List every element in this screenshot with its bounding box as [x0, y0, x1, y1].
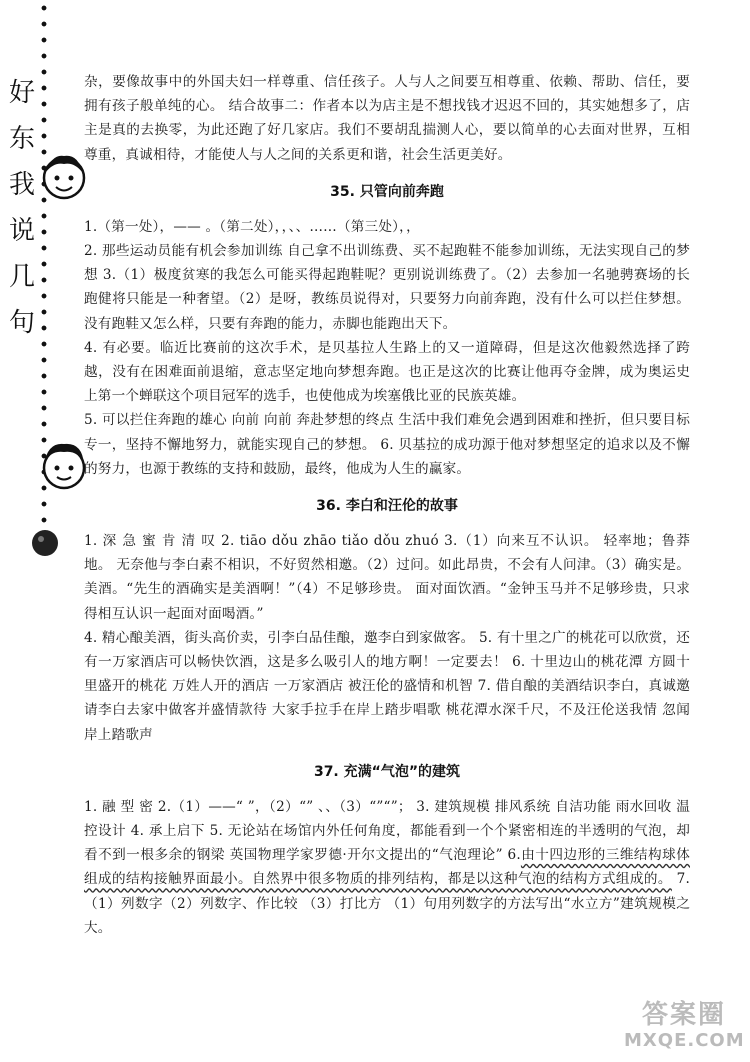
watermark: [624, 1000, 744, 1058]
cartoon-face-icon: [38, 150, 90, 202]
section-36-answer-4: 4. 精心酿美酒，街头高价卖，引李白品佳酿，邀李白到家做客。 5. 有十里之广的桃花可以欣赏，还有一万家酒店可以畅快饮酒，这是多么吸引人的地方啊！一定要去！ 6. 十里边山的桃花潭 方圆十里盛开的桃花 万姓人开的酒店 一万家酒店 被汪伦的盛情和机智 7. 借自酿的美酒结识李白，真诚邀请李白去家中做客并盛情款待 大家手拉手在岸上踏步唱歌 桃花潭水深千尺，不及汪伦送我情 忽闻岸上踏歌声: [84, 629, 690, 743]
section-37-underlined-text: 由十四边形的三维结构球体组成的结构接触界面最小。自然界中很多物质的排列结构，都是以这种气泡的结构方式组成的。: [84, 847, 690, 888]
section-35-answer-5: 5. 可以拦住奔跑的雄心 向前 向前 奔赴梦想的终点 生活中我们难免会遇到困难和挫折，但只要目标专一，坚持不懈地努力，就能实现自己的梦想。 6. 贝基拉的成功源于他对梦想坚定的追求以及不懈的努力，也源于教练的支持和鼓励，最终，他成为人生的赢家。: [84, 412, 690, 477]
handwriting-title: 好 东 我 说 几 句: [8, 78, 35, 338]
section-36-answer-1: 1. 深 急 蜜 肯 清 叹 2. tiāo dǒu zhāo tiǎo dǒu zhuó 3.（1）向来互不认识。 轻率地；鲁莽地。 无奈他与李白素不相识，不好贸然相邀。（2）过问。如此昂贵，不会有人问津。（3）确实是。 美酒。“先生的酒确实是美酒啊！”（4）不足够珍贵。 面对面饮酒。“金钟玉马并不足够珍贵，只求得相互认识一起面对面喝酒。”: [84, 533, 690, 622]
cartoon-face-icon: [38, 440, 90, 492]
section-37-text: 1. 融 型 密 2.（1）——“ ”，（2）“” 、、（3）“”“”； 3. 建筑规模 排风系统 自洁功能 雨水回收 温控设计 4. 承上启下 5. 无论站在场馆内外任何角度，都能看到一个个紧密相连的半透明的气泡，却看不到一根多余的钢梁 英国物理学家罗德·开尔文提出的“气泡理论” 6.: [84, 798, 690, 864]
margin-decoration: [0, 0, 62, 1062]
section-35-answer-4: 4. 有必要。临近比赛前的这次手术，是贝基拉人生路上的又一道障碍，但是这次他毅然选择了跨越，没有在困难面前退缩，意志坚定地向梦想奔跑。也正是这次的比赛让他再夺金牌，成为奥运史上第一个蝉联这个项目冠军的选手，也使他成为埃塞俄比亚的民族英雄。: [84, 339, 690, 405]
section-35-title: 35. 只管向前奔跑: [330, 183, 444, 200]
section-37-tail-text: 7.（1）列数字（2）列数字、作比较 （3）打比方 （1）句用列数字的方法写出“水立方”建筑规模之大。: [84, 871, 690, 936]
section-37-answer-1: [84, 795, 690, 940]
section-36-title: 36. 李白和汪伦的故事: [316, 498, 458, 515]
ball-icon: [30, 528, 60, 558]
answer-page: [84, 70, 690, 940]
watermark-bottom: MXQE.COM: [624, 1030, 745, 1051]
section-37-title: 37. 充满“气泡”的建筑: [313, 763, 461, 780]
section-35-answer-1: 1.（第一处），—— 。（第二处），，、、……（第三处），，: [84, 218, 420, 235]
section-35-answer-2: 2. 那些运动员能有机会参加训练 自己拿不出训练费、买不起跑鞋不能参加训练，无法实现自己的梦想 3.（1）极度贫寒的我怎么可能买得起跑鞋呢？更别说训练费了。（2）去参加一名驰骋赛场的长跑健将只能是一种奢望。（2）是呀，教练员说得对，只要努力向前奔跑，没有什么可以拦住梦想。没有跑鞋又怎么样，只要有奔跑的能力，赤脚也能跑出天下。: [84, 243, 690, 332]
intro-paragraph: 杂，要像故事中的外国夫妇一样尊重、信任孩子。人与人之间要互相尊重、依赖、帮助、信任，要拥有孩子般单纯的心。 结合故事二：作者本以为店主是不想找钱才迟迟不回的，其实她想多了，店主是真的去换零，为此还跑了好几家店。我们不要胡乱揣测人心，要以简单的心去面对世界，互相尊重，真诚相待，才能使人与人之间的关系更和谐，社会生活更美好。: [84, 74, 690, 163]
watermark-top: 答案圈: [641, 1000, 726, 1030]
